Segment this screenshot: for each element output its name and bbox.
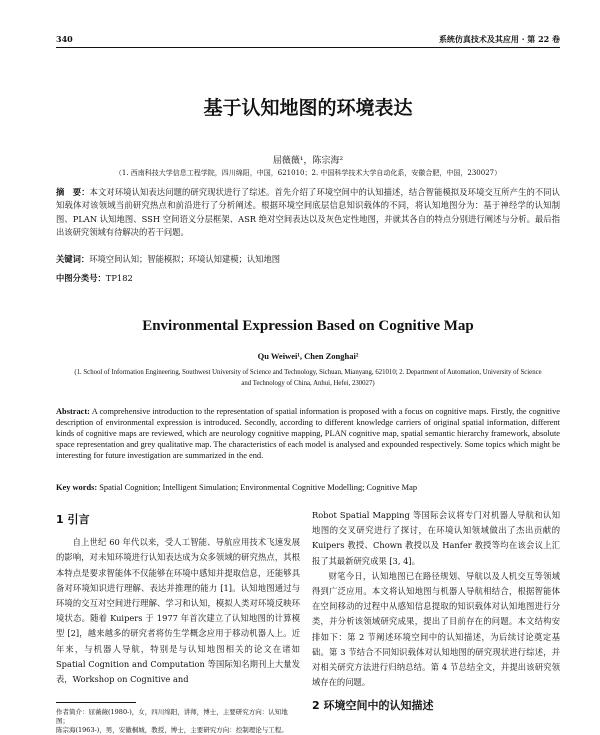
footnote-line-1: 作者简介：屈薇薇(1980-)，女，四川绵阳，讲师，博士，主要研究方向：认知地图； xyxy=(56,708,288,725)
footnote xyxy=(56,708,300,735)
abstract-en-text: A comprehensive introduction to the representation of spatial information is proposed with a focus on cognitive maps. Firstly, the cognitive description of environmental expression is introduced. Secondly, according to different knowledge carriers of original spatial information, different kinds of cognitive maps are reviewed, which are neurology cognitive mapping, PLAN cognitive map, spatial semantic hierarchy framework, absolute space representation and grey qualitative map. The characteristics of each model is analysed and expounded respectively. Some topics which might be interesting for future investigation are summarized in the end. xyxy=(56,407,560,461)
journal-name: 系统仿真技术及其应用 · 第 22 卷 xyxy=(438,34,560,44)
abstract-chinese xyxy=(56,186,560,239)
abstract-cn-text: 本文对环境认知表达问题的研究现状进行了综述。首先介绍了环境空间中的认知描述，结合智能模拟及环境交互所产生的不同认知载体对该领域当前研究热点和前沿进行了分析阐述。根据环境空间底层信息知识载体的不同，将认知地图分为：基于神经学的认知制图、PLAN 认知地图、SSH 空间语义分层框架、ASR 绝对空间表达以及灰色定性地图，并就其各自的特点分别进行阐述与分析。最后指出该研究领域有待解决的若干问题。 xyxy=(56,187,560,237)
title-english: Environmental Expression Based on Cognitive Map xyxy=(142,318,474,334)
affiliation-english: (1. School of Information Engineering, Southwest University of Science and Technology, Sichuan, Mianyang, 621010; 2. Department of Automation, University of Science and Technology of China, Anhui, Hefei, 230027) xyxy=(74,369,542,387)
keywords-chinese xyxy=(56,253,560,265)
section-1-paragraph: 自上世纪 60 年代以来，受人工智能、导航应用技术飞速发展的影响，对未知环境进行认知表达成为众多领域的研究热点，其根本特点是要求智能体不仅能够在环境中感知并提取信息，还能够具备对环境知识进行理解、表达并推理的能力 [1]。认知地图通过与环境的交互对空间进行理解、学习和认知，模拟人类对环境反映环境状态。随着 Kuipers 于 1977 年首次建立了认知地图的计算模型 [2]，越来越多的研究者将仿生学概念应用于移动机器人上。近年来，与机器人导航，特别是与认知地图相关的论文在诸如 Spatial Cognition and Computation 等国际知名期刊上大量发表，Workshop on Cognitive and xyxy=(56,537,300,685)
abstract-english xyxy=(56,406,560,461)
footnote-line-2: 陈宗海(1963-)，男，安徽桐城，教授，博士，主要研究方向：控制理论与工程。 xyxy=(56,726,288,734)
section-2-heading: 2 环境空间中的认知描述 xyxy=(312,699,434,713)
clc-label: 中图分类号： xyxy=(56,273,106,283)
keywords-en-label: Key words: xyxy=(56,483,98,492)
right-paragraph-2: 财笔今日，认知地图已在路径规划、导航以及人机交互等领域得到广泛应用。本文将认知地图与机器人导航相结合，根据智能体在空间移动的过程中从感知信息提取的知识载体对认知地图进行分类，并分析该领域研究成果，提出了目前存在的问题。本文结构安排如下：第 2 节阐述环境空间中的认知描述，为后续讨论奠定基础。第 3 节结合不同知识载体对认知地图的研究现状进行综述，并对相关研究方法进行归纳总结。第 4 节总结全文，并提出该研究领域存在的问题。 xyxy=(312,570,560,688)
right-paragraph-1: Robot Spatial Mapping 等国际会议将专门对机器人导航和认知地图的交叉研究进行了探讨，在环境认知领域做出了杰出贡献的 Kuipers 教授、Chown 教授以及 Hanfer 教授等均在该会议上汇报了其最新研究成果 [3, 4]。 xyxy=(312,510,560,566)
abstract-en-label: Abstract: xyxy=(56,407,90,416)
body-column-left xyxy=(56,508,300,687)
authors-chinese: 屈薇薇¹，陈宗海² xyxy=(272,156,344,166)
body-column-right xyxy=(312,508,560,722)
keywords-cn-label: 关键词： xyxy=(56,254,90,264)
keywords-en-text: Spatial Cognition; Intelligent Simulation; Environmental Cognitive Modelling; Cognitive Map xyxy=(99,483,418,492)
section-1-heading: 1 引言 xyxy=(56,513,90,526)
title-chinese: 基于认知地图的环境表达 xyxy=(203,97,413,119)
running-header xyxy=(56,34,560,46)
keywords-cn-text: 环境空间认知；智能模拟；环境认知建模；认知地图 xyxy=(89,254,281,264)
affiliation-chinese: （1. 西南科技大学信息工程学院，四川绵阳，中国，621010；2. 中国科学技术大学自动化系，安徽合肥，中国，230027） xyxy=(114,169,502,177)
keywords-english xyxy=(56,483,560,492)
abstract-cn-label: 摘 要： xyxy=(56,187,90,197)
clc-value: TP182 xyxy=(105,273,133,283)
footnote-rule xyxy=(56,702,136,703)
header-rule xyxy=(56,47,560,48)
page-number: 340 xyxy=(56,34,73,44)
classification-number xyxy=(56,272,133,284)
authors-english: Qu Weiwei¹, Chen Zonghai² xyxy=(257,351,359,361)
